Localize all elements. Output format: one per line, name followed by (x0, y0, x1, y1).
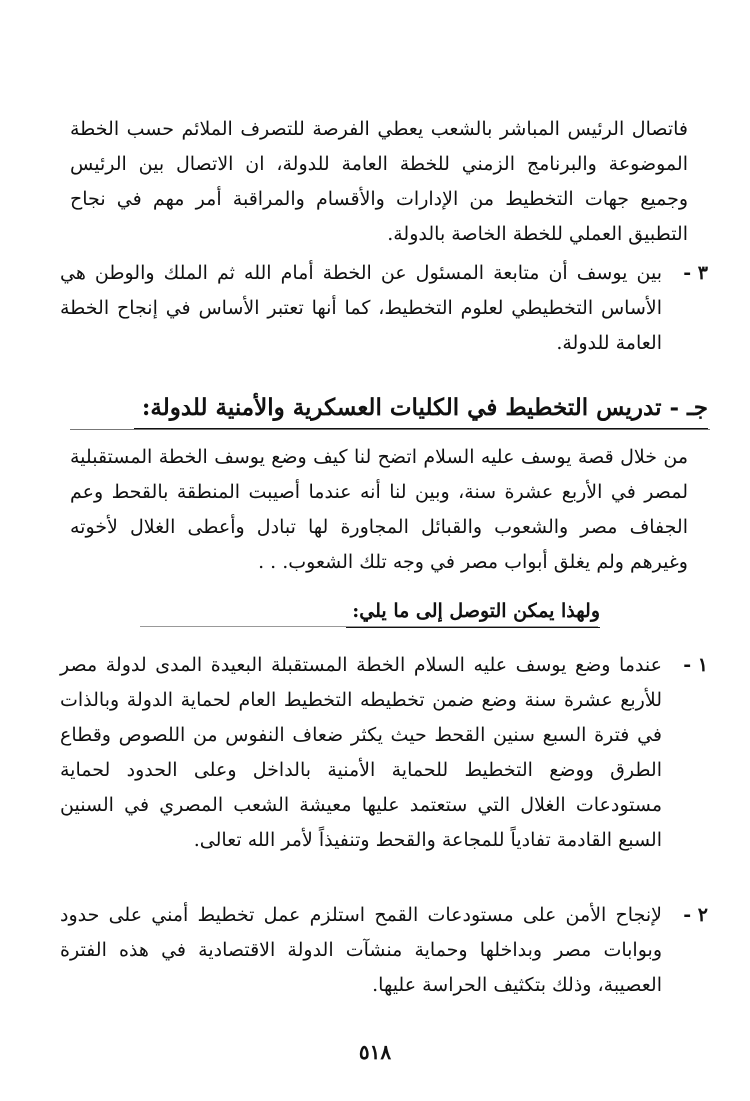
list-item-text: لإنجاح الأمن على مستودعات القمح استلزم عمل تخطيط أمني على حدود وبوابات مصر وبداخلها وحماية منشآت الدولة الاقتصادية في هذه الفترة العصيبة، وذلك بتكثيف الحراسة عليها. (60, 904, 662, 996)
list-item-number: ٣ - (683, 262, 708, 284)
section-heading: جـ - تدريس التخطيط في الكليات العسكرية والأمنية للدولة: (134, 388, 708, 430)
list-item-number: ٢ - (683, 904, 708, 926)
heading-divider (70, 429, 710, 431)
subheading-divider (140, 626, 598, 628)
page-number: ٥١٨ (358, 1040, 392, 1064)
section-paragraph: من خلال قصة يوسف عليه السلام اتضح لنا كيف وضع يوسف الخطة المستقبلية لمصر في الأربع عشرة سنة، وبين لنا أنه عندما أصيبت المنطقة بالقحط وعم الجفاف مصر والشعوب والقبائل المجاورة لها تبادل وأعطى الغلال لأخوته وغيرهم ولم يغلق أبواب مصر في وجه تلك الشعوب. . . (70, 446, 688, 573)
list-item-2 (60, 898, 708, 1003)
list-item-1 (60, 648, 708, 858)
intro-paragraph: فاتصال الرئيس المباشر بالشعب يعطي الفرصة للتصرف الملائم حسب الخطة الموضوعة والبرنامج الزمني للخطة العامة للدولة، ان الاتصال بين الرئيس وجميع جهات التخطيط من الإدارات والأقسام والمراقبة أمر مهم في نجاح التطبيق العملي للخطة الخاصة بالدولة. (70, 118, 688, 245)
list-item-text: عندما وضع يوسف عليه السلام الخطة المستقبلة البعيدة المدى لدولة مصر للأربع عشرة سنة وضع ضمن تخطيطه التخطيط العام لحماية الدولة وبالذات في فترة السبع سنين القحط حيث يكثر ضعاف النفوس من اللصوص وقطاع الطرق ووضع التخطيط للحماية الأمنية بالداخل وعلى الحدود لحماية مستودعات الغلال التي ستعتمد عليها معيشة الشعب المصري في السنين السبع القادمة تفادياً للمجاعة والقحط وتنفيذاً لأمر الله تعالى. (60, 654, 662, 851)
list-item-3 (60, 256, 708, 361)
list-item-number: ١ - (683, 654, 708, 676)
list-item-text: بين يوسف أن متابعة المسئول عن الخطة أمام الله ثم الملك والوطن هي الأساس التخطيطي لعلوم التخطيط، كما أنها تعتبر الأساس في إنجاح الخطة العامة للدولة. (60, 262, 662, 354)
subheading: ولهذا يمكن التوصل إلى ما يلي: (346, 595, 600, 628)
